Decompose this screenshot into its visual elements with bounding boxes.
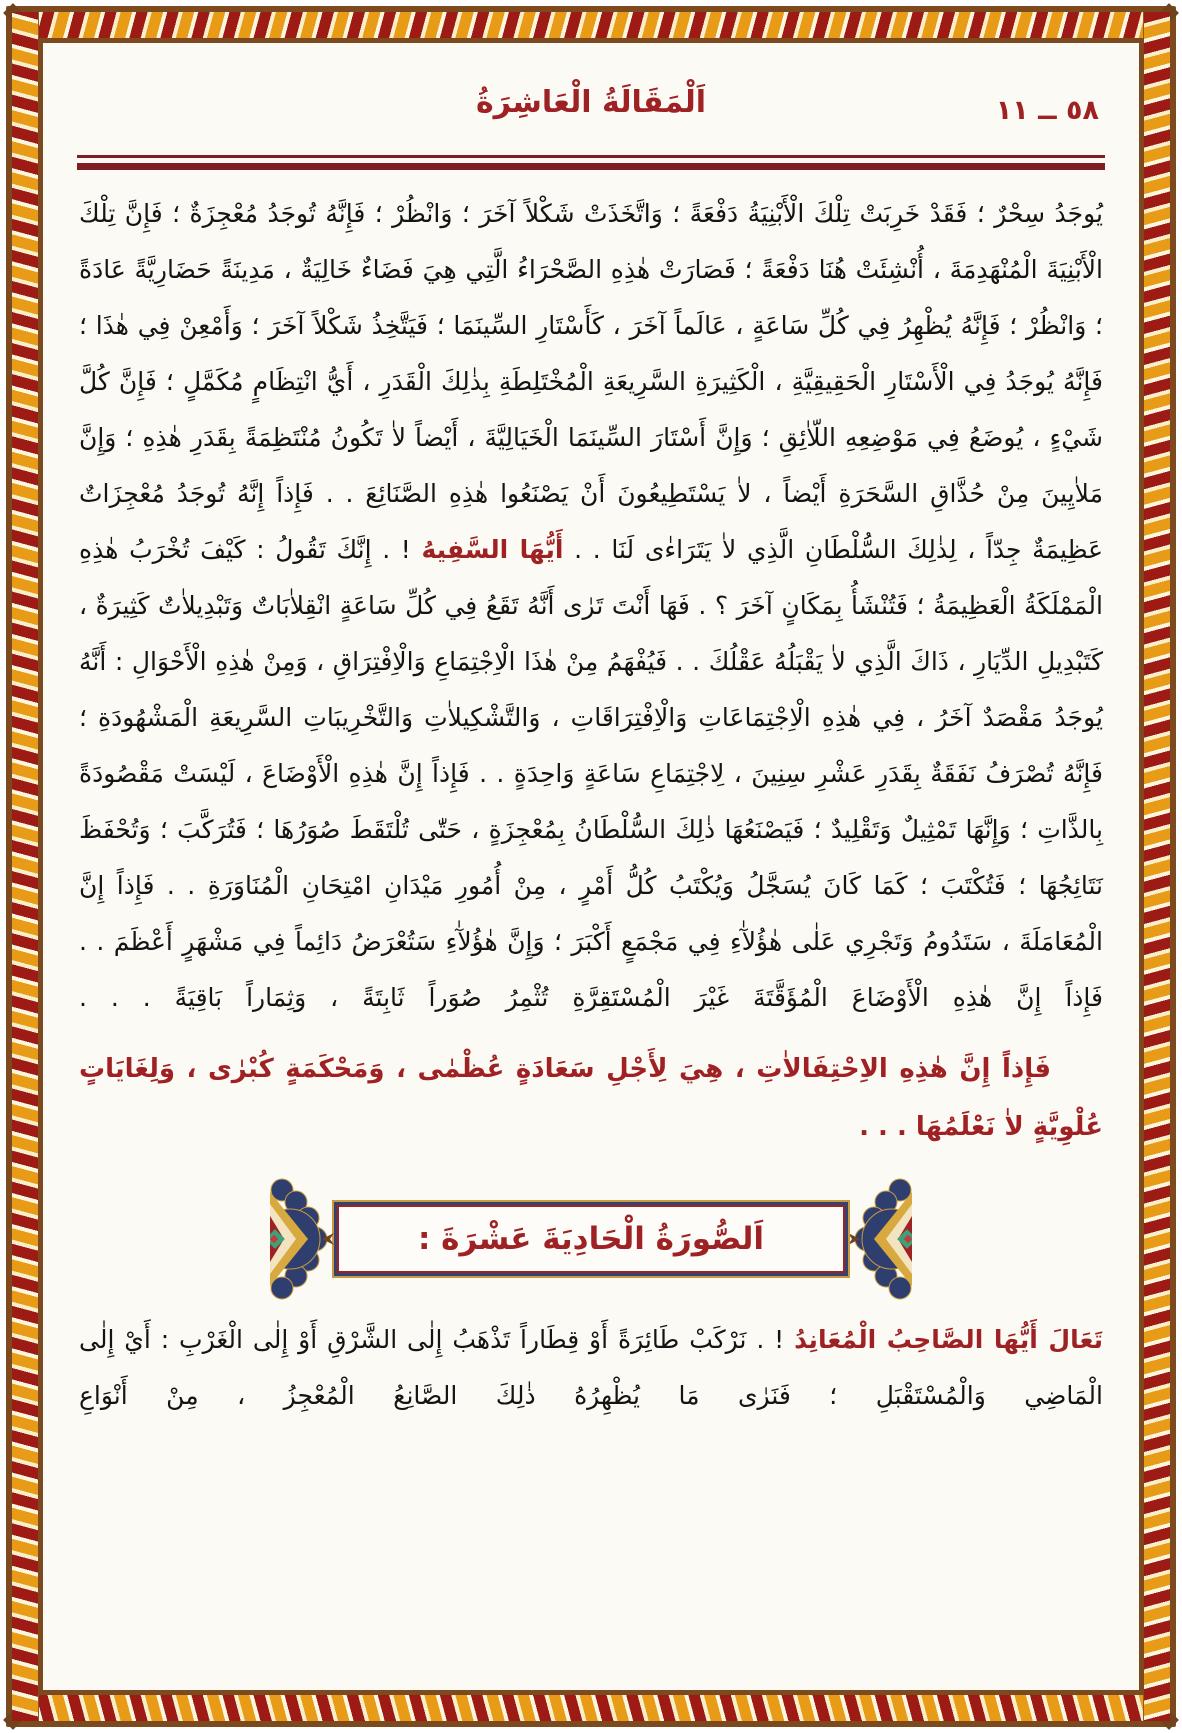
paragraph-red-emphasis: فَإِذاً إِنَّ هٰذِهِ الاِحْتِفَالاٰتِ ، هِيَ لِأَجْلِ سَعَادَةٍ عُظْمٰى ، وَمَحْكَمَةٍ كُبْرٰى ، وَلِغَايَاتٍ عُلْوِيَّةٍ لاٰ نَعْلَمُهَا . . . xyxy=(79,1054,1103,1142)
arabesque-ornament-right-icon xyxy=(848,1176,912,1302)
section-title-box xyxy=(334,1202,848,1276)
chain-border-bottom-icon xyxy=(12,1694,1170,1721)
chain-border-right-icon xyxy=(1143,12,1170,1721)
text-segment-black: يُوجَدُ سِحْرٌ ؛ فَقَدْ خَرِبَتْ تِلْكَ الْأَبْنِيَةُ دَفْعَةً ؛ وَاتَّخَذَتْ شَكْلاً آخَرَ ؛ وَانْظُرْ ؛ فَإِنَّهُ تُوجَدُ مُعْجِزَةٌ ؛ فَإِنَّ تِلْكَ الْأَبْنِيَةَ الْمُنْهَدِمَةَ ، أُنْشِئَتْ هُنَا دَفْعَةً ؛ فَصَارَتْ هٰذِهِ الصَّحْرَاءُ الَّتِي هِيَ فَضَاءٌ خَالِيَةٌ ، مَدِينَةً حَضَارِيَّةً عَادَةً ؛ وَانْظُرْ ؛ فَإِنَّهُ يُظْهِرُ فِي كُلِّ سَاعَةٍ ، عَالَماً آخَرَ ، كَأَسْتَارِ السِّينَمَا ؛ فَيَتَّخِذُ شَكْلاً آخَرَ ؛ وَأَمْعِنْ فِي هٰذَا ؛ فَإِنَّهُ يُوجَدُ فِي الْأَسْتَارِ الْحَقِيقِيَّةِ ، الْكَثِيرَةِ السَّرِيعَةِ الْمُخْتَلِطَةِ بِذٰلِكَ الْقَدَرِ ، أَيُّ انْتِظَامٍ مُكَمَّلٍ ؛ فَإِنَّ كُلَّ شَيْءٍ ، يُوضَعُ فِي مَوْضِعِهِ اللّاٰئِقِ ؛ وَإِنَّ أَسْتَارَ السِّينَمَا الْخَيَالِيَّةَ ، أَيْضاً لاٰ تَكُونُ مُنْتَظِمَةً بِقَدَرِ هٰذِهِ ؛ وَإِنَّ مَلاٰيِينَ مِنْ حُذَّاقِ السَّحَرَةِ أَيْضاً ، لاٰ يَسْتَطِيعُونَ أَنْ يَصْنَعُوا هٰذِهِ الصَّنَائِعَ . . فَإِذاً إِنَّهُ تُوجَدُ مُعْجِزَاتٌ عَظِيمَةٌ جِدّاً ، لِذٰلِكَ السُّلْطَانِ الَّذِي لاٰ يَتَرَاءٰى لَنَا . . xyxy=(79,199,1103,564)
page-header xyxy=(77,83,1105,147)
text-segment-black: ! . إِنَّكَ تَقُولُ : كَيْفَ تُخْرَبُ هٰذِهِ الْمَمْلَكَةُ الْعَظِيمَةُ ؛ فَتُنْشَأُ بِمَكَانٍ آخَرَ ؟ . فَهَا أَنْتَ تَرٰى أَنَّهُ تَقَعُ فِي كُلِّ سَاعَةٍ انْقِلاٰبَاتٌ وَتَبْدِيلاٰتٌ كَثِيرَةٌ ، كَتَبْدِيلِ الدِّيَارِ ، ذَاكَ الَّذِي لاٰ يَقْبَلُهُ عَقْلُكَ . . فَيُفْهَمُ مِنْ هٰذَا الْاِجْتِمَاعِ وَالْاِفْتِرَاقِ ، وَمِنْ هٰذِهِ الْأَحْوَالِ : أَنَّهُ يُوجَدُ مَقْصَدٌ آخَرُ ، فِي هٰذِهِ الْاِجْتِمَاعَاتِ وَالْاِفْتِرَاقَاتِ ، وَالتَّشْكِيلاٰتِ وَالتَّخْرِيبَاتِ السَّرِيعَةِ الْمَشْهُودَةِ ؛ فَإِنَّهُ تُصْرَفُ نَفَقَةٌ بِقَدَرِ عَشْرِ سِنِينَ ، لِاجْتِمَاعِ سَاعَةٍ وَاحِدَةٍ . . فَإِذاً إِنَّ هٰذِهِ الْأَوْضَاعَ ، لَيْسَتْ مَقْصُودَةً بِالذَّاتِ ؛ وَإِنَّهَا تَمْثِيلٌ وَتَقْلِيدٌ ؛ فَيَصْنَعُهَا ذٰلِكَ السُّلْطَانُ بِمُعْجِزَةٍ ، حَتّٰى تُلْتَقَطَ صُوَرُهَا ؛ فَتُرَكَّبَ ؛ وَتُحْفَظَ نَتَائِجُهَا ؛ فَتُكْتَبَ ؛ كَمَا كَانَ يُسَجَّلُ وَيُكْتَبُ كُلُّ أَمْرٍ ، مِنْ أُمُورِ مَيْدَانِ امْتِحَانِ الْمُنَاوَرَةِ . . فَإِذاً إِنَّ الْمُعَامَلَةَ ، سَتَدُومُ وَتَجْرِي عَلٰى هٰؤُلآٰءِ فِي مَجْمَعٍ أَكْبَرَ ؛ وَإِنَّ هٰؤُلآٰءِ سَتُعْرَضُ دَائِماً فِي مَشْهَرٍ أَعْظَمَ . . فَإِذاً إِنَّ هٰذِهِ الْأَوْضَاعَ الْمُؤَقَّتَةَ غَيْرَ الْمُسْتَقِرَّةِ تُثْمِرُ صُوَراً ثَابِتَةً ، وَثِمَاراً بَاقِيَةً . . . xyxy=(79,535,1103,1012)
arabesque-ornament-left-icon xyxy=(270,1176,334,1302)
text-segment-red: تَعَالَ أَيُّهَا الصَّاحِبُ الْمُعَانِدُ xyxy=(794,1325,1104,1354)
page-content xyxy=(43,43,1139,1690)
chain-border-top-icon xyxy=(12,12,1170,39)
section-cartouche xyxy=(77,1176,1105,1302)
page-number: ٥٨ ــ ١١ xyxy=(995,95,1099,126)
header-divider xyxy=(77,155,1105,170)
chain-border-left-icon xyxy=(12,12,39,1721)
text-segment-red: أَيُّهَا السَّفِيهُ xyxy=(421,535,564,564)
paragraph-last xyxy=(79,1312,1103,1424)
page-title: اَلْمَقَالَةُ الْعَاشِرَةُ xyxy=(475,85,707,120)
section-title: اَلصُّورَةُ الْحَادِيَةَ عَشْرَةَ : xyxy=(417,1221,765,1257)
text-segment-black: ! . نَرْكَبْ طَائِرَةً أَوْ قِطَاراً تَذْهَبُ إِلٰى الشَّرْقِ أَوْ إِلٰى الْغَرْبِ : أَيْ إِلٰى الْمَاضِي وَالْمُسْتَقْبَلِ ؛ فَنَرٰى مَا يُظْهِرُهُ ذٰلِكَ الصَّانِعُ الْمُعْجِزُ ، مِنْ أَنْوَاعِ xyxy=(79,1325,1103,1410)
paragraph-main xyxy=(79,186,1103,1026)
